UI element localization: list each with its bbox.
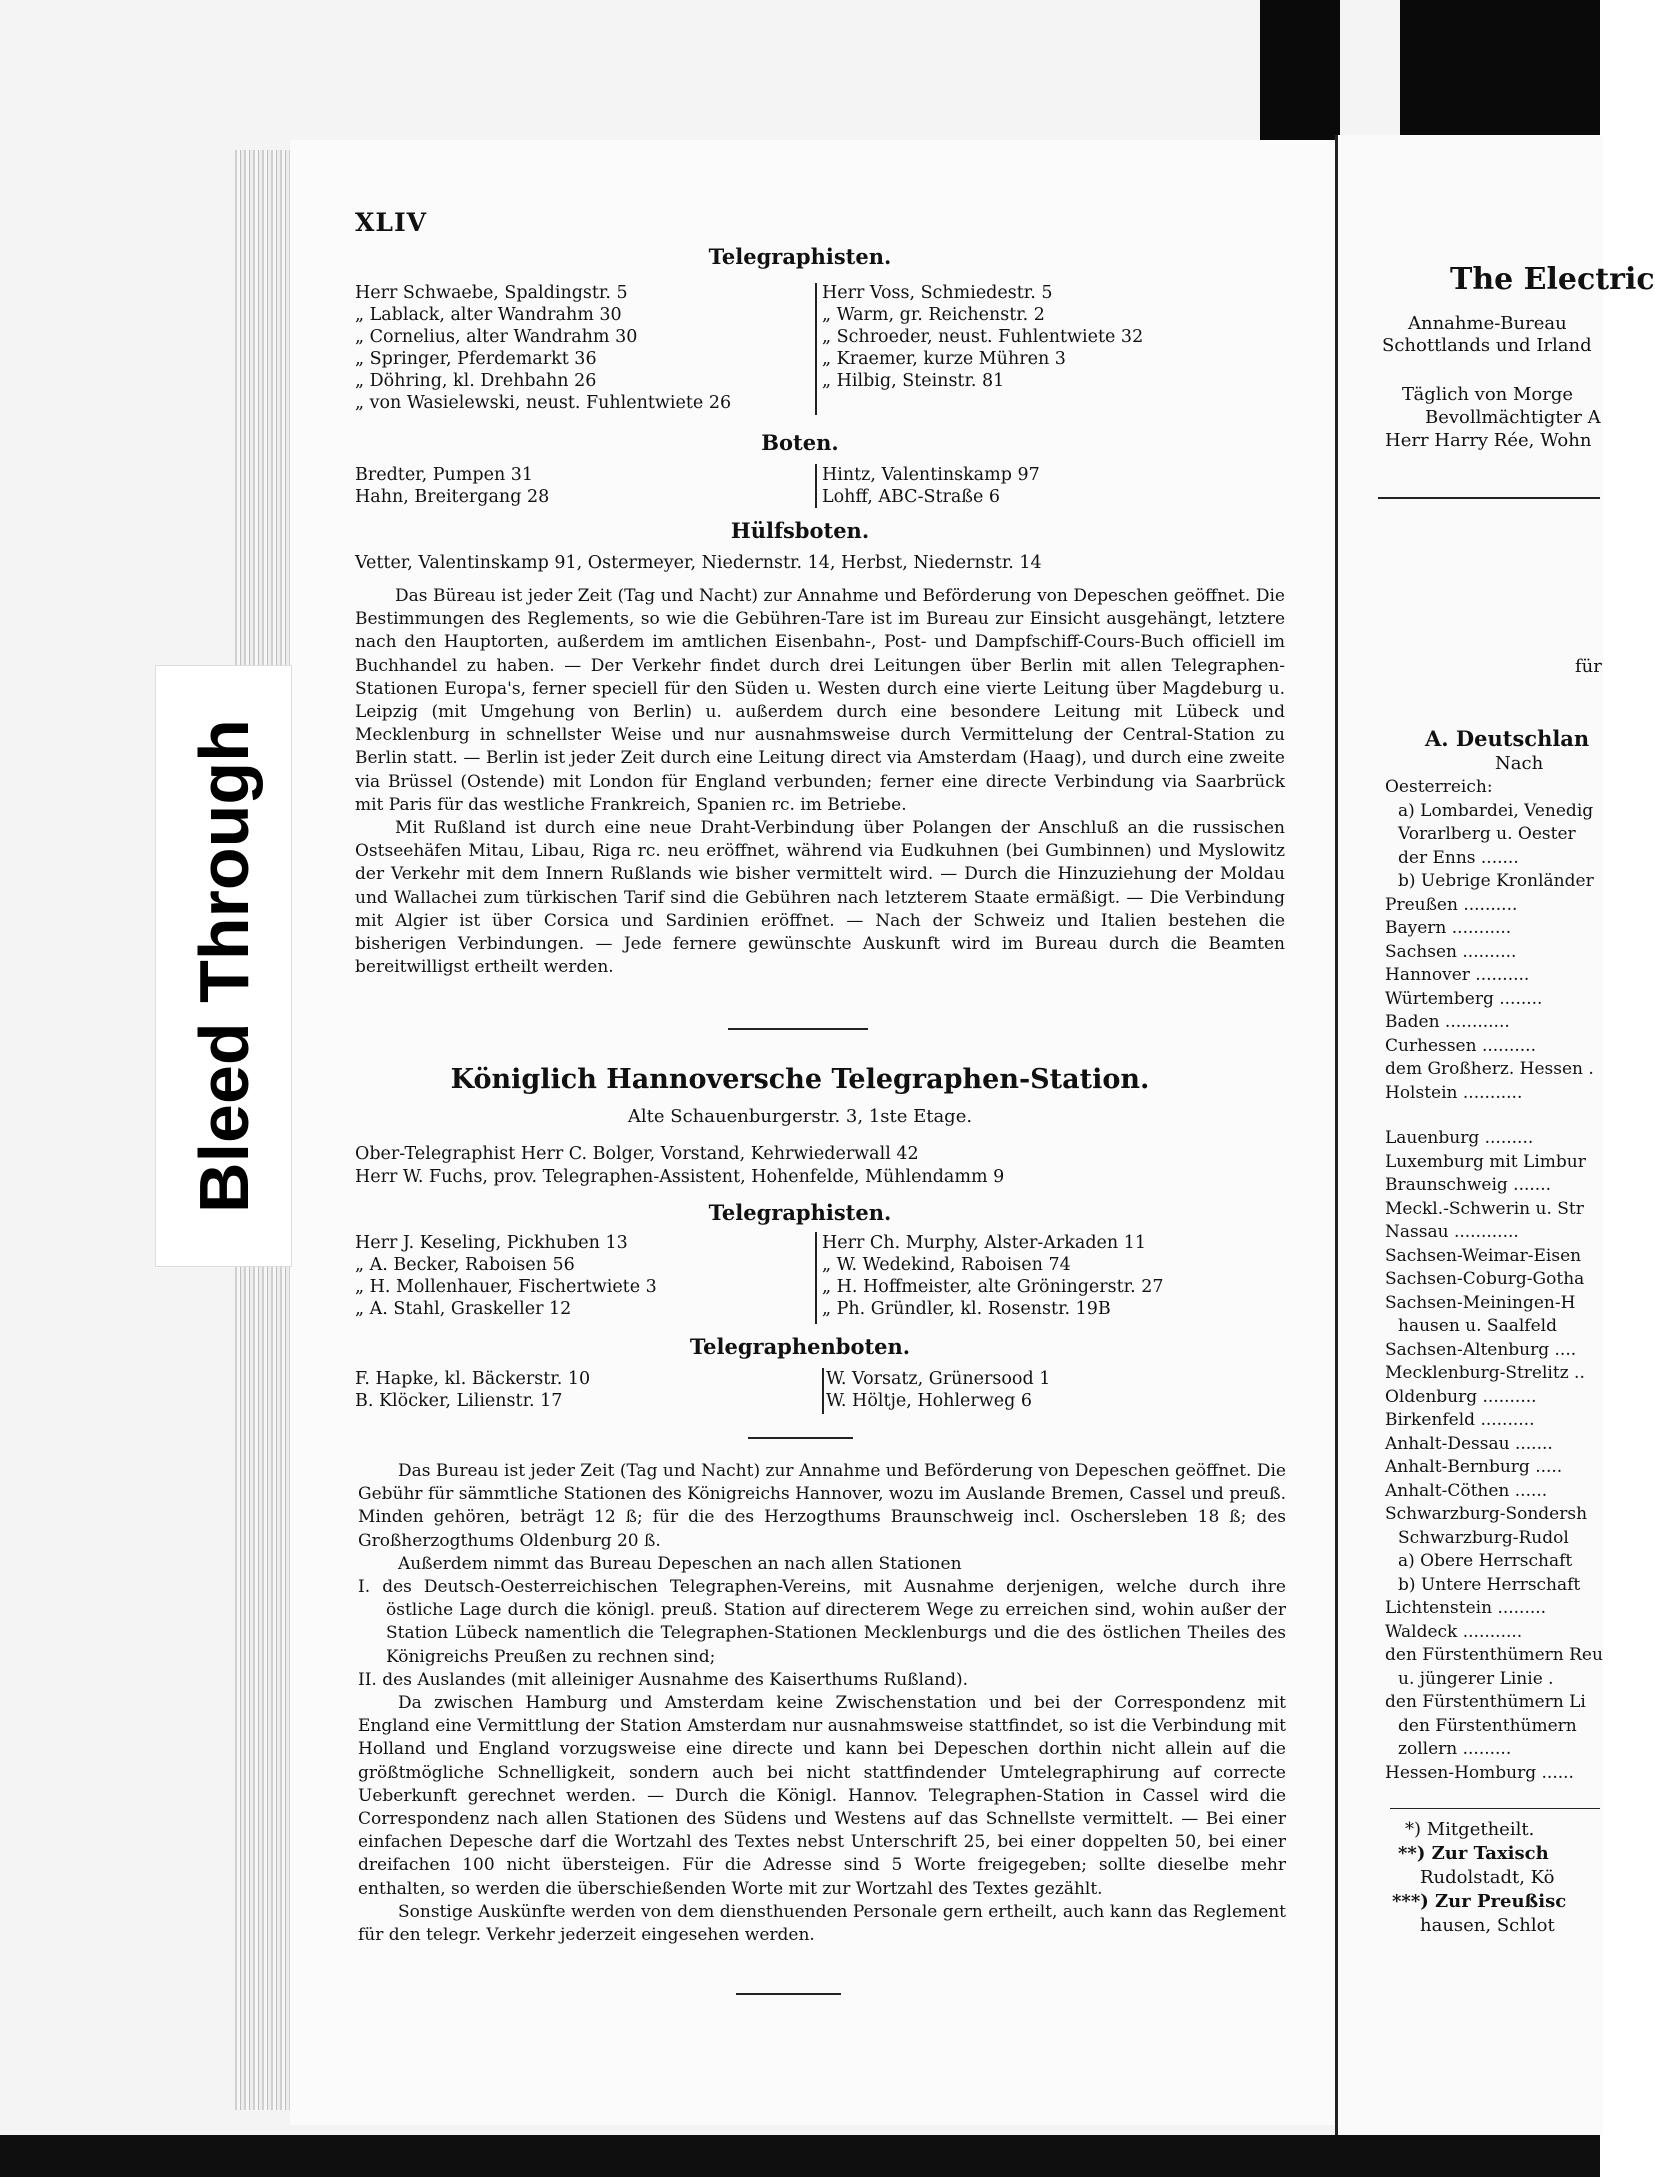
list-item: „ Cornelius, alter Wandrahm 30 [355, 327, 638, 347]
list-text: des Deutsch-Oesterreichischen Telegraphen-Vereins, mit Ausnahme derjenigen, welche durch ihre östliche Lage durch die königl. preuß. Station auf directerem Wege zu erreichen sind, wohin außer der Station Lübeck namentlich die Telegraphen-Stationen Mecklenburgs und die des östlichen Theiles des Königreichs Preußen zu rechnen sind; [382, 1577, 1286, 1667]
list-item: Herr Voss, Schmiedestr. 5 [822, 283, 1053, 303]
country-list-item: Oesterreich: [1385, 777, 1493, 797]
list-item: „ H. Hoffmeister, alte Gröningerstr. 27 [822, 1277, 1164, 1297]
right-page-title: The Electric [1450, 262, 1655, 297]
country-list-item: Vorarlberg u. Oester [1398, 824, 1576, 844]
section-divider [1390, 1808, 1600, 1809]
country-list-item: Luxemburg mit Limbur [1385, 1151, 1586, 1172]
right-page-line: für [1575, 656, 1602, 677]
list-item: „ A. Stahl, Graskeller 12 [355, 1299, 572, 1319]
section-title-huelfsboten: Hülfsboten. [730, 518, 870, 543]
station-address: Alte Schauenburgerstr. 3, 1ste Etage. [627, 1106, 973, 1127]
right-page-section-title: A. Deutschlan [1425, 726, 1590, 751]
list-item: „ Hilbig, Steinstr. 81 [822, 371, 1005, 391]
country-list-item: Sachsen .......... [1385, 941, 1517, 962]
country-list-item: Bayern ........... [1385, 918, 1512, 938]
footnote: ***) Zur Preußisc [1392, 1891, 1567, 1912]
list-item: Hintz, Valentinskamp 97 [822, 465, 1040, 485]
huelfsboten-line: Vetter, Valentinskamp 91, Ostermeyer, Niedernstr. 14, Herbst, Niedernstr. 14 [355, 553, 1042, 573]
country-list-item: Holstein ........... [1385, 1082, 1523, 1103]
country-list-item: Waldeck ........... [1385, 1621, 1523, 1642]
paragraph-list-item [358, 1576, 1286, 1669]
footnote: Rudolstadt, Kö [1420, 1867, 1555, 1888]
column-divider [822, 1368, 824, 1414]
country-list-item: den Fürstenthümern Li [1385, 1692, 1586, 1712]
list-item: „ Springer, Pferdemarkt 36 [355, 349, 597, 369]
footnote: *) Mitgetheilt. [1405, 1819, 1535, 1840]
country-list-item: Sachsen-Weimar-Eisen [1385, 1245, 1582, 1266]
section-title-telegraphisten: Telegraphisten. [708, 244, 892, 269]
country-list-item: dem Großherz. Hessen . [1385, 1059, 1594, 1079]
country-list-item: Oldenburg .......... [1385, 1386, 1537, 1407]
country-list-item: den Fürstenthümern [1398, 1715, 1577, 1736]
paragraph-list-item [358, 1669, 1286, 1692]
paragraph: Das Büreau ist jeder Zeit (Tag und Nacht) zur Annahme und Beförderung von Depeschen geöffnet. Die Bestimmungen des Reglements, so wie die Gebühren-Tare ist im Bureau zur Einsicht ausgehängt, letztere nach den Hauptorten, außerdem im amtlichen Eisenbahn-, Post- und Dampfschiff-Cours-Buch officiell im Buchhandel zu haben. — Der Verkehr findet durch drei Leitungen über Berlin mit allen Telegraphen-Stationen Europa's, ferner speciell für den Süden u. Westen durch eine vierte Leitung über Magdeburg u. Leipzig (mit Umgehung von Berlin) u. außerdem durch eine besondere Leitung mit Lübeck und Mecklenburg in schnellster Weise und nur ausnahmsweise durch Vermittelung der Central-Station zu Berlin statt. — Berlin ist jeder Zeit durch eine Leitung direct via Amsterdam (Haag), und durch eine zweite via Brüssel (Ostende) mit London für England verbunden; ferner eine directe Verbindung via Saarbrück mit Paris für das westliche Frankreich, Spanien rc. im Betriebe. [355, 586, 1285, 815]
paragraph: Sonstige Auskünfte werden von dem diensthuenden Personale gern ertheilt, auch kann das Reglement für den telegr. Verkehr jederzeit eingesehen werden. [358, 1901, 1286, 1946]
station-title: Königlich Hannoversche Telegraphen-Station. [450, 1064, 1150, 1095]
country-list-item: Lichtenstein ......... [1385, 1598, 1547, 1618]
list-number: II. [358, 1669, 377, 1690]
list-item: „ W. Wedekind, Raboisen 74 [822, 1255, 1071, 1275]
list-item: W. Höltje, Hohlerweg 6 [826, 1391, 1033, 1411]
country-list-item: Lauenburg ......... [1385, 1128, 1534, 1148]
staff-line: Herr W. Fuchs, prov. Telegraphen-Assistent, Hohenfelde, Mühlendamm 9 [355, 1167, 1005, 1187]
right-page-line: Schottlands und Irland [1382, 335, 1592, 356]
country-list-item: Baden ............ [1385, 1012, 1510, 1032]
list-item: „ Schroeder, neust. Fuhlentwiete 32 [822, 327, 1144, 347]
country-list-item: Curhessen .......... [1385, 1035, 1536, 1056]
country-list-item: Mecklenburg-Strelitz .. [1385, 1363, 1585, 1383]
telegraph-bureau-paragraph [355, 585, 1285, 979]
country-list-item: Sachsen-Coburg-Gotha [1385, 1269, 1585, 1289]
country-list-item: b) Uebrige Kronländer [1398, 871, 1594, 891]
country-list-item: u. jüngerer Linie . [1398, 1668, 1554, 1689]
country-list-item: a) Obere Herrschaft [1398, 1551, 1573, 1571]
section-title-telegraphenboten: Telegraphenboten. [689, 1334, 911, 1359]
right-page-line: Täglich von Morge [1402, 384, 1574, 405]
list-item: Herr Ch. Murphy, Alster-Arkaden 11 [822, 1233, 1146, 1253]
bleed-through-text: Bleed Through [184, 719, 263, 1213]
scan-bottom-edge [0, 2135, 1600, 2177]
country-list-item: hausen u. Saalfeld [1398, 1316, 1557, 1336]
section-divider [736, 1993, 841, 1995]
country-list-item: Birkenfeld .......... [1385, 1410, 1535, 1430]
country-list-item: Schwarzburg-Sondersh [1385, 1504, 1588, 1524]
list-item: Hahn, Breitergang 28 [355, 487, 550, 507]
list-item: B. Klöcker, Lilienstr. 17 [355, 1391, 563, 1411]
section-divider [748, 1437, 853, 1439]
list-item: „ A. Becker, Raboisen 56 [355, 1255, 575, 1275]
list-item: Herr Schwaebe, Spaldingstr. 5 [355, 283, 628, 303]
country-list-item: der Enns ....... [1398, 847, 1519, 868]
country-list-item: Nassau ............ [1385, 1222, 1519, 1242]
section-title-telegraphisten-hannover: Telegraphisten. [708, 1200, 892, 1225]
column-divider [815, 1232, 817, 1324]
scan-dark-edge [1400, 0, 1600, 150]
list-item: „ von Wasielewski, neust. Fuhlentwiete 26 [355, 393, 732, 413]
country-list-item: den Fürstenthümern Reu [1385, 1645, 1603, 1665]
right-page-line: Nach [1495, 753, 1544, 774]
country-list-item: Meckl.-Schwerin u. Str [1385, 1198, 1584, 1219]
section-divider [1378, 497, 1600, 499]
list-item: „ Lablack, alter Wandrahm 30 [355, 305, 622, 325]
country-list-item: Sachsen-Altenburg .... [1385, 1339, 1577, 1360]
footnote: **) Zur Taxisch [1398, 1843, 1549, 1864]
column-divider [815, 464, 817, 508]
country-list-item: b) Untere Herrschaft [1398, 1574, 1581, 1595]
footnote: hausen, Schlot [1420, 1915, 1555, 1936]
country-list-item: Anhalt-Cöthen ...... [1385, 1480, 1548, 1501]
country-list-item: Preußen .......... [1385, 894, 1518, 915]
country-list-item: Anhalt-Bernburg ..... [1385, 1457, 1563, 1477]
paragraph: Das Bureau ist jeder Zeit (Tag und Nacht) zur Annahme und Beförderung von Depeschen geöffnet. Die Gebühr für sämmtliche Stationen des Königreichs Hannover, wozu im Auslande Bremen, Cassel und preuß. Minden gehören, beträgt 12 ß; für die des Herzogthums Braunschweig incl. Oschersleben 18 ß; des Großherzogthums Oldenburg 20 ß. [358, 1461, 1286, 1551]
country-list-item: Hessen-Homburg ...... [1385, 1762, 1574, 1783]
staff-line: Ober-Telegraphist Herr C. Bolger, Vorstand, Kehrwiederwall 42 [355, 1144, 919, 1164]
paragraph: Außerdem nimmt das Bureau Depeschen an nach allen Stationen [398, 1553, 962, 1574]
list-item: „ H. Mollenhauer, Fischertwiete 3 [355, 1277, 657, 1297]
country-list-item: Braunschweig ....... [1385, 1175, 1552, 1195]
list-item: „ Döhring, kl. Drehbahn 26 [355, 371, 597, 391]
right-page-line: Bevollmächtigter A [1425, 407, 1601, 428]
list-item: Lohff, ABC-Straße 6 [822, 487, 1001, 507]
country-list-item: Sachsen-Meiningen-H [1385, 1292, 1576, 1313]
country-list-item: Schwarzburg-Rudol [1398, 1527, 1569, 1548]
page-number: XLIV [355, 208, 428, 237]
hannover-bureau-paragraph [358, 1460, 1286, 1947]
right-page-line: Annahme-Bureau [1408, 313, 1567, 334]
right-page-line: Herr Harry Rée, Wohn [1385, 430, 1592, 451]
country-list-item: Hannover .......... [1385, 965, 1530, 985]
paragraph: Da zwischen Hamburg und Amsterdam keine Zwischenstation und bei der Correspondenz mit England eine Vermittlung der Station Amsterdam nur ausnahmsweise stattfindet, so ist die Verbindung mit Holland und England vorzugsweise eine directe und kann bei Depeschen dorthin nicht allein auf die größtmögliche Schnelligkeit, sondern auch bei nicht stattfindender Umtelegraphirung auf correcte Ueberkunft gerechnet werden. — Durch die Königl. Hannov. Telegraphen-Station in Cassel wird die Correspondenz nach allen Stationen des Südens und Westens auf das Schnellste vermittelt. — Bei einer einfachen Depesche darf die Wortzahl des Textes nebst Unterschrift 25, bei einer doppelten 50, bei einer dreifachen 100 nicht übersteigen. Für die Adresse sind 5 Worte freigegeben; sollte dieselbe mehr enthalten, so werden die überschießenden Worte mit zur Wortzahl des Textes gezählt. [358, 1693, 1286, 1899]
scan-dark-edge [1260, 0, 1340, 150]
country-list-item: zollern ......... [1398, 1739, 1512, 1759]
section-divider [728, 1028, 868, 1030]
paragraph: Mit Rußland ist durch eine neue Draht-Verbindung über Polangen der Anschluß an die russischen Ostseehäfen Mitau, Libau, Riga rc. neu eröffnet, während via Eudkuhnen (bei Gumbinnen) und Myslowitz der Verkehr mit dem Innern Rußlands wie bisher vermittelt wird. — Durch die Hinzuziehung der Moldau und Wallachei zum türkischen Tarif sind die Gebühren nach letzterem Staate ermäßigt. — Die Verbindung mit Algier ist über Corsica und Sardinien eröffnet. — Nach der Schweiz und Italien bestehen die bisherigen Verbindungen. — Jede fernere gewünschte Auskunft wird im Bureau durch die Beamten bereitwilligst ertheilt werden. [355, 818, 1285, 978]
list-item: „ Ph. Gründler, kl. Rosenstr. 19B [822, 1299, 1111, 1319]
list-item: Bredter, Pumpen 31 [355, 465, 534, 485]
list-text: des Auslandes (mit alleiniger Ausnahme des Kaiserthums Rußland). [382, 1669, 968, 1690]
list-number: I. [358, 1577, 371, 1598]
country-list-item: a) Lombardei, Venedig [1398, 800, 1594, 821]
list-item: F. Hapke, kl. Bäckerstr. 10 [355, 1369, 591, 1389]
list-item: „ Warm, gr. Reichenstr. 2 [822, 305, 1045, 325]
column-divider [815, 283, 817, 415]
list-item: „ Kraemer, kurze Mühren 3 [822, 349, 1066, 369]
list-item: Herr J. Keseling, Pickhuben 13 [355, 1233, 628, 1253]
list-item: W. Vorsatz, Grünersood 1 [826, 1369, 1051, 1389]
bleed-through-label [155, 665, 292, 1267]
country-list-item: Anhalt-Dessau ....... [1385, 1433, 1553, 1454]
section-title-boten: Boten. [761, 430, 839, 455]
country-list-item: Würtemberg ........ [1385, 988, 1543, 1009]
